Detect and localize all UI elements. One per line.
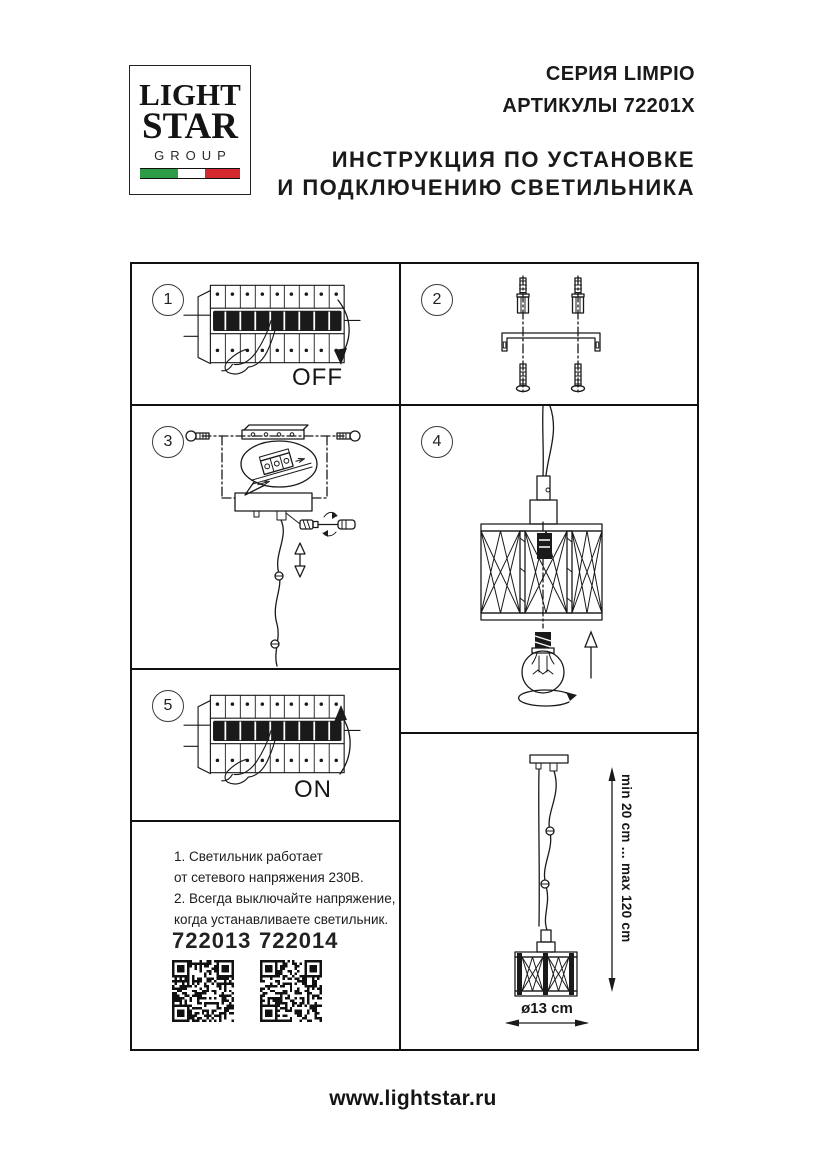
- italian-flag-bar: [140, 168, 240, 179]
- step-number: 2: [432, 291, 442, 308]
- step-number-badge-2: [421, 284, 453, 316]
- dimensions-panel: [401, 734, 697, 1049]
- flag-red-segment: [205, 169, 240, 178]
- step-number: 1: [163, 291, 173, 308]
- step-number: 3: [163, 433, 173, 450]
- step-number-badge-5: [152, 690, 184, 722]
- on-label: ON: [294, 776, 332, 803]
- instruction-title-line2: И ПОДКЛЮЧЕНИЮ СВЕТИЛЬНИКА: [277, 175, 695, 200]
- note-line-1: 1. Светильник работает: [174, 849, 323, 864]
- step-panel-4: [401, 406, 697, 734]
- articles-title: АРТИКУЛЫ 72201X: [502, 95, 695, 117]
- footer-website: www.lightstar.ru: [329, 1087, 497, 1110]
- step-number: 4: [432, 433, 442, 450]
- qr-code-722013: [172, 960, 234, 1022]
- step-panel-2: [401, 264, 697, 406]
- step-panel-5: [132, 670, 401, 822]
- instruction-table: [130, 262, 699, 1051]
- mounting-hardware-diagram: [401, 264, 697, 404]
- article-code-722014: 722014: [259, 928, 339, 953]
- note-line-4: когда устанавливаете светильник.: [174, 912, 389, 927]
- safety-notes: [174, 846, 395, 930]
- step-number-badge-4: [421, 426, 453, 458]
- flag-white-segment: [178, 169, 205, 178]
- logo-text-group: GROUP: [154, 147, 232, 163]
- off-label: OFF: [292, 364, 343, 391]
- step-number-badge-1: [152, 284, 184, 316]
- note-line-3: 2. Всегда выключайте напряжение,: [174, 891, 396, 906]
- height-dimension-label: min 20 cm ... max 120 cm: [619, 774, 634, 943]
- series-title: СЕРИЯ LIMPIO: [545, 63, 695, 85]
- logo-text-light: LIGHT: [139, 77, 241, 112]
- instruction-title: [277, 146, 695, 202]
- step-panel-3: [132, 406, 401, 670]
- logo-text-star: STAR: [142, 106, 238, 148]
- step-number-badge-3: [152, 426, 184, 458]
- lightstar-logo: [129, 65, 251, 195]
- document-header: [277, 63, 695, 202]
- article-code-722013: 722013: [172, 928, 252, 953]
- qr-code-722014: [260, 960, 322, 1022]
- diameter-dimension-label: ø13 cm: [521, 1000, 573, 1017]
- step-panel-1: [132, 264, 401, 406]
- instruction-title-line1: ИНСТРУКЦИЯ ПО УСТАНОВКЕ: [331, 147, 695, 172]
- notes-panel: [132, 822, 401, 1049]
- flag-green-segment: [140, 169, 178, 178]
- note-line-2: от сетевого напряжения 230В.: [174, 870, 364, 885]
- step-number: 5: [163, 697, 173, 714]
